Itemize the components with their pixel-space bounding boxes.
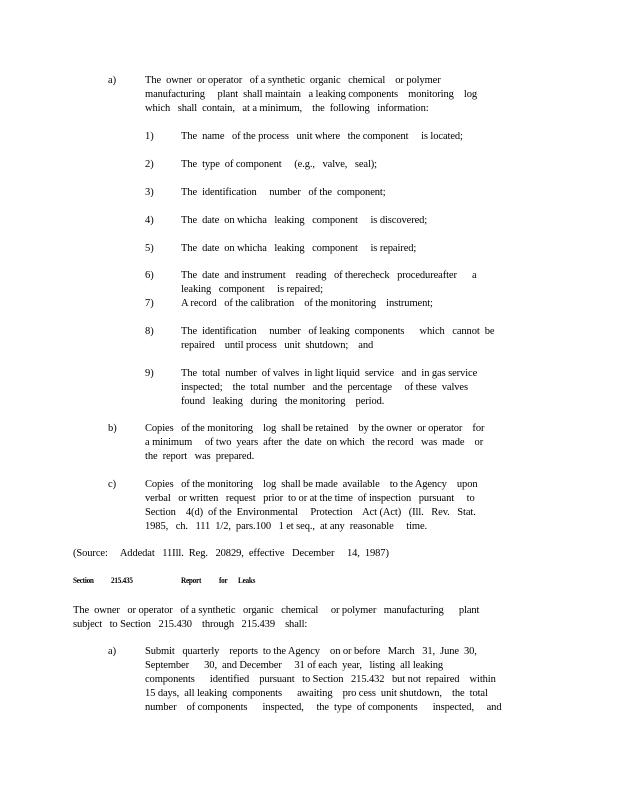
item-a2-line-3: components identified pursuant to Section 215.432 but not repaired within: [145, 674, 496, 685]
intro-line-2: subject to Section 215.430 through 215.439 shall:: [73, 619, 308, 630]
section-title-word-2: for: [219, 575, 228, 585]
subitem-label-4: 4): [145, 215, 154, 226]
intro-line-1: The owner or operator of a synthetic organic chemical or polymer manufacturing plant: [73, 605, 480, 616]
item-a2-line-1: Submit quarterly reports to the Agency on or before March 31, June 30,: [145, 646, 477, 657]
item-a2-line-5: number of components inspected, the type of components inspected, and: [145, 702, 502, 713]
item-a-line-2: manufacturing plant shall maintain a leaking components monitoring log: [145, 89, 478, 100]
subitem-8-line-1: The identification number of leaking components which cannot be: [181, 326, 495, 337]
item-c-line-2: verbal or written request prior to or at the time of inspection pursuant to: [145, 493, 475, 504]
subitem-3-line-1: The identification number of the component;: [181, 187, 386, 198]
item-a-line-1: The owner or operator of a synthetic organic chemical or polymer: [145, 75, 441, 86]
subitem-7-line-1: A record of the calibration of the monitoring instrument;: [181, 298, 433, 309]
subitem-label-3: 3): [145, 187, 154, 198]
subitem-2-line-1: The type of component (e.g., valve, seal);: [181, 159, 377, 170]
item-c-line-1: Copies of the monitoring log shall be made available to the Agency upon: [145, 479, 478, 490]
item-label-a: a): [108, 75, 117, 86]
source-note: (Source: Addedat 11Ill. Reg. 20829, effective December 14, 1987): [73, 548, 389, 559]
item-b-line-1: Copies of the monitoring log shall be retained by the owner or operator for: [145, 423, 485, 434]
subitem-6-line-1: The date and instrument reading of therecheck procedureafter a: [181, 270, 477, 281]
item-a2-line-4: 15 days, all leaking components awaiting pro cess unit shutdown, the total: [145, 688, 488, 699]
item-b-line-3: the report was prepared.: [145, 451, 255, 462]
section-number: 215.435: [111, 575, 133, 585]
subitem-9-line-1: The total number of valves in light liquid service and in gas service: [181, 368, 478, 379]
subitem-6-line-2: leaking component is repaired;: [181, 284, 323, 295]
item-label-a2: a): [108, 646, 117, 657]
subitem-label-9: 9): [145, 368, 154, 379]
subitem-4-line-1: The date on whicha leaking component is discovered;: [181, 215, 428, 226]
subitem-label-2: 2): [145, 159, 154, 170]
subitem-label-8: 8): [145, 326, 154, 337]
section-title-word-1: Report: [181, 575, 202, 585]
subitem-9-line-3: found leaking during the monitoring period.: [181, 396, 385, 407]
item-label-c: c): [108, 479, 117, 490]
section-label: Section: [73, 575, 94, 585]
subitem-label-6: 6): [145, 270, 154, 281]
item-c-line-4: 1985, ch. 111 1/2, pars.100 1 et seq., at any reasonable time.: [145, 521, 428, 532]
subitem-label-7: 7): [145, 298, 154, 309]
subitem-label-1: 1): [145, 131, 154, 142]
item-b-line-2: a minimum of two years after the date on which the record was made or: [145, 437, 484, 448]
subitem-1-line-1: The name of the process unit where the component is located;: [181, 131, 463, 142]
item-c-line-3: Section 4(d) of the Environmental Protection Act (Act) (Ill. Rev. Stat.: [145, 507, 476, 518]
item-a-line-3: which shall contain, at a minimum, the following information:: [145, 103, 429, 114]
subitem-5-line-1: The date on whicha leaking component is repaired;: [181, 243, 417, 254]
subitem-label-5: 5): [145, 243, 154, 254]
item-label-b: b): [108, 423, 117, 434]
item-a2-line-2: September 30, and December 31 of each year, listing all leaking: [145, 660, 444, 671]
section-title-word-3: Leaks: [238, 575, 256, 585]
subitem-9-line-2: inspected; the total number and the percentage of these valves: [181, 382, 468, 393]
subitem-8-line-2: repaired until process unit shutdown; and: [181, 340, 374, 351]
